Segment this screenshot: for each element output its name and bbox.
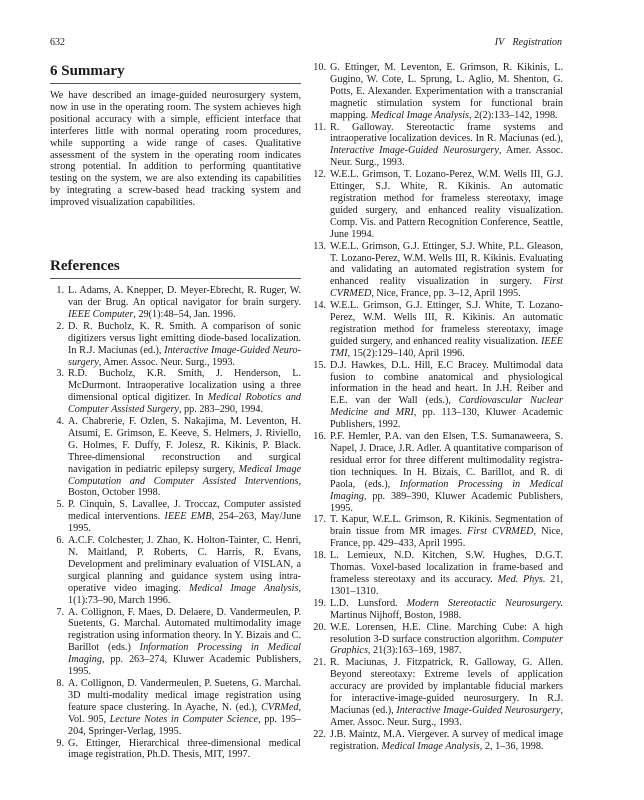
reference-source-title: Lecture Notes in Computer Science [109, 713, 259, 725]
reference-text-segment: W.E. Lorensen, H.E. Cline. Marching Cube: A high resolution 3-D surface construction algorithm. [330, 621, 563, 645]
reference-item [312, 62, 563, 122]
reference-number: 4. [56, 416, 64, 428]
reference-source-title: Modern Stereotactic Neurosurgery. [406, 597, 563, 609]
reference-item [50, 678, 301, 738]
reference-item [50, 368, 301, 416]
reference-source-title: First CVRMED [330, 276, 563, 300]
reference-text [68, 535, 301, 606]
reference-text-segment: , Vol. 905, [68, 701, 301, 725]
reference-item [50, 285, 301, 321]
reference-number: 5. [56, 499, 64, 511]
reference-source-title: Information Processing in Medical Imaging [330, 478, 564, 502]
reference-list-right [312, 62, 563, 753]
reference-item [312, 657, 563, 728]
reference-text-segment: , 2, 1–36, 1998. [479, 740, 544, 752]
reference-text [68, 678, 301, 738]
reference-text-segment: , pp. 263–274, Kluwer Academic Publishers, 1995. [68, 654, 301, 678]
reference-text-segment: L. Lemieux, N.D. Kitchen, S.W. Hughes, D.G.T. Thomas. Voxel-based localization in frame-based and frameless stereotaxy and its accuracy. [330, 550, 563, 585]
reference-text [330, 550, 563, 598]
reference-item [312, 550, 563, 598]
reference-text-segment: G. Ettinger, Hierarchical three-dimensional medical image registration, Ph.D. Thesis, MIT, 1997. [68, 737, 301, 761]
reference-text-segment: L. Adams, A. Knepper, D. Meyer-Ebrecht, R. Ruger, W. van der Brug. An optical navigator for brain surgery. [68, 285, 301, 308]
reference-text [330, 431, 563, 514]
reference-number: 7. [56, 606, 64, 618]
reference-source-title: Information Processing in Medical Imaging [68, 642, 301, 666]
reference-text-segment: P.F. Hemler, P.A. van den Elsen, T.S. Sumanaweera, S. Napel, J. Drace, J.R. Adler. A quantitative comparison of residual error for three different multimodality registration techniques. In H. Bizais, C. Barillot, and R. di Paola, (eds.), [330, 431, 563, 490]
reference-text-segment: D. R. Bucholz, K. R. Smith. A comparison of sonic digitizers versus light emitting diode-based localization. In R.J. Maciunas (ed.), [68, 320, 301, 356]
reference-item [50, 499, 301, 535]
reference-text-segment: A.C.F. Colchester, J. Zhao, K. Holton-Tainter, C. Henri, N. Maitland, P. Roberts, C. Harris, R. Evans, Development and preliminary evaluation of VISLAN, a surgical planning and guidance system using intra-operative video imaging. [68, 535, 301, 594]
reference-item [312, 598, 563, 622]
reference-number: 16. [313, 431, 326, 443]
reference-text [330, 729, 563, 753]
reference-text-segment: A. Collignon, D. Vandermeulen, P. Suetens, G. Marchal. 3D multi-modality medical image registration using feature space clustering. In Ayache, N. (ed.), [68, 677, 301, 713]
reference-number: 2. [56, 320, 64, 332]
reference-text-segment: , Nice, France, pp. 429–433, April 1995. [330, 526, 564, 550]
reference-text-segment: Martinus Nijhoff, Boston, 1988. [330, 609, 462, 621]
reference-source-title: Medical Image Analysis [370, 109, 470, 121]
reference-text [330, 598, 563, 622]
reference-item [312, 122, 563, 170]
reference-text [68, 368, 301, 416]
reference-text-segment: R. Maciunas, J. Fitzpatrick, R. Galloway, G. Allen. Beyond stereotaxy: Extreme levels of application accuracy are provided by implantable fiducial markers for interactive-image-guided neurosurgery. In R.J. Maciunas (ed.), [330, 657, 563, 716]
reference-text-segment: , pp. 195–204, Springer-Verlag, 1995. [68, 713, 302, 737]
reference-text-segment: , 29(1):48–54, Jan. 1996. [133, 308, 236, 320]
reference-text-segment: , Nice, France, pp. 3–12, April 1995. [371, 288, 521, 300]
reference-number: 18. [313, 550, 326, 562]
reference-item [50, 416, 301, 499]
reference-source-title: IEEE EMB [164, 511, 212, 523]
reference-text [330, 122, 563, 170]
reference-source-title: IEEE TMI [330, 335, 563, 359]
reference-text-segment: R.D. Bucholz, K.R. Smith, J. Henderson, L. McDurmont. Intraoperative localization using a three dimensional optical digitizer. In [68, 368, 301, 404]
reference-text [68, 738, 301, 762]
reference-text-segment: W.E.L. Grimson, G.J. Ettinger, S.J. White, T. Lozano-Perez, W.M. Wells III, R. Kikinis. An automatic registration method for frameless stereotaxy, image guided surgery, and enhanced reality visualization. [330, 300, 563, 347]
reference-text-segment: , 21(3):163–169, 1987. [367, 645, 462, 657]
reference-text [68, 321, 301, 369]
reference-item [312, 300, 563, 360]
reference-number: 11. [313, 121, 326, 133]
reference-item [312, 729, 563, 753]
reference-number: 12. [313, 169, 326, 181]
reference-number: 6. [56, 535, 64, 547]
reference-text-segment: W.E.L. Grimson, T. Lozano-Perez, W.M. Wells III, G.J. Ettinger, S.J. White, R. Kikinis. An automatic registration method for frameless stereotaxy, image guided surgery, and enhanced reality visualization. Comp. Vis. and Pattern Recognition Conference, Seattle, June 1994. [330, 169, 563, 240]
reference-number: 14. [313, 300, 326, 312]
reference-text [330, 241, 563, 301]
reference-text [330, 514, 563, 550]
reference-text [68, 416, 301, 499]
reference-list-left [50, 285, 301, 761]
reference-number: 15. [313, 359, 326, 371]
reference-source-title: Medical Image Computation and Computer Assisted Interventions [68, 463, 301, 487]
left-column [50, 62, 301, 761]
reference-text [330, 62, 563, 122]
reference-item [312, 622, 563, 658]
reference-text [330, 657, 563, 728]
reference-number: 1. [56, 285, 64, 297]
reference-text-segment: R. Galloway. Stereotactic frame systems and intraoperative localization devices. In R. Maciunas (ed.), [330, 121, 563, 145]
reference-text-segment: , pp. 283–290, 1994. [178, 404, 263, 416]
reference-text-segment: P. Cinquin, S. Lavallee, J. Troccaz, Computer assisted medical interventions. [68, 499, 301, 523]
reference-text [68, 285, 301, 321]
reference-source-title: Medical Robotics and Computer Assisted Surgery [68, 392, 302, 416]
reference-item [50, 535, 301, 606]
reference-text-segment: T. Kapur, W.E.L. Grimson, R. Kikinis. Segmentation of brain tissue from MR images. [330, 514, 563, 538]
reference-text-segment: A. Chabrerie, F. Ozlen, S. Nakajima, M. Leventon, H. Atsumi, E. Grimson, E. Keeve, S. Helmers, J. Riviello, G. Holmes, F. Duffy, F. Jolesz, R. Kikinis, P. Black. Three-dimensional reconstruction and surgical navigation in pediatric epilepsy surgery, [68, 416, 301, 475]
reference-text [330, 169, 563, 240]
reference-number: 13. [313, 240, 326, 252]
summary-paragraph: We have described an image-guided neurosurgery system, now in use in the operating room. The system achieves high positional accuracy with a simple, efficient interface that interferes little with normal operating room procedures, while supporting a wide range of cases. Qualitative assessment of the system in the operating room indicates strong potential. In addition to performing quantitative testing on the system, we are also extending its capabilities by integrating a screw-based head tracking system and improved visualization capabilities. [50, 90, 301, 209]
summary-heading: 6 Summary [50, 62, 301, 84]
reference-text [68, 607, 301, 678]
reference-text-segment: , pp. 389–390, Kluwer Academic Publishers, 1995. [330, 490, 563, 514]
reference-text-segment: , pp. 113–130, Kluwer Academic Publishers, 1992. [330, 407, 563, 431]
reference-source-title: Med. Phys. [497, 573, 546, 585]
reference-item [312, 360, 563, 431]
reference-text-segment: J.B. Maintz, M.A. Viergever. A survey of medical image registration. [330, 728, 563, 752]
reference-source-title: First CVRMED [467, 526, 534, 538]
reference-text-segment: , 254–263, May/June 1995. [68, 511, 301, 535]
reference-number: 19. [313, 597, 326, 609]
references-heading: References [50, 257, 301, 279]
reference-number: 20. [313, 621, 326, 633]
reference-text-segment: 21, 1301–1310. [330, 573, 564, 597]
reference-item [312, 431, 563, 514]
reference-item [312, 169, 563, 240]
reference-number: 22. [313, 728, 326, 740]
running-head: IV Registration [494, 37, 562, 48]
reference-number: 3. [56, 368, 64, 380]
reference-source-title: Cardiovascular Nuclear Medicine and MRI [330, 395, 563, 419]
reference-text-segment: , 15(2):129–140, April 1996. [347, 347, 465, 359]
reference-text-segment: , Amer. Assoc. Neur. Surg., 1993. [330, 145, 563, 169]
reference-text [330, 622, 563, 658]
reference-source-title: Interactive Image-Guided Neurosurgery [68, 344, 301, 368]
reference-item [50, 607, 301, 678]
reference-text-segment: , 2(2):133–142, 1998. [469, 109, 558, 121]
reference-item [50, 738, 301, 762]
reference-text-segment: , Boston, October 1998. [68, 475, 301, 499]
reference-number: 10. [313, 62, 326, 73]
reference-source-title: Computer Graphics [330, 633, 563, 657]
reference-text [330, 300, 563, 360]
reference-item [50, 321, 301, 369]
reference-text-segment: , Amer. Assoc. Neur. Surg., 1993. [98, 356, 235, 368]
reference-source-title: IEEE Computer [68, 308, 134, 320]
reference-source-title: Medical Image Analysis [188, 582, 299, 594]
reference-text-segment: W.E.L. Grimson, G.J. Ettinger, S.J. White, P.L. Gleason, T. Lozano-Perez, W.M. Wells III, R. Kikinis. Evaluating and validating an automated registration system for enhanced reality visualization in surgery. [330, 240, 563, 288]
reference-number: 8. [56, 677, 64, 689]
reference-number: 21. [313, 657, 326, 669]
reference-text-segment: G. Ettinger, M. Leventon, E. Grimson, R. Kikinis, L. Gugino, W. Cote, L. Sprung, L. Aglio, M. Shenton, G. Potts, E. Alexander. Experimentation with a transcranial magnetic stimulation system for functional brain mapping. [330, 62, 563, 121]
reference-text-segment: , Amer. Assoc. Neur. Surg., 1993. [330, 704, 563, 728]
reference-text-segment: L.D. Lunsford. [330, 597, 407, 609]
reference-text [68, 499, 301, 535]
reference-source-title: Medical Image Analysis [381, 740, 480, 752]
reference-source-title: Interactive Image-Guided Neurosurgery [330, 145, 499, 157]
reference-number: 17. [313, 514, 326, 526]
page-number: 632 [50, 37, 65, 48]
reference-number: 9. [56, 737, 64, 749]
reference-item [312, 241, 563, 301]
reference-text-segment: D.J. Hawkes, D.L. Hill, E.C Bracey. Multimodal data fusion to combine anatomical and physiological information in the head and heart. In J.H. Reiber and E.E. van der Wall (eds.), [330, 359, 563, 407]
reference-source-title: CVRMed [261, 701, 299, 713]
right-column [312, 62, 563, 753]
reference-text-segment: A. Collignon, F. Maes, D. Delaere, D. Vandermeulen, P. Suetents, G. Marchal. Automated multimodality image registration using information theory. In Y. Bizais and C. Barillot (eds.) [68, 606, 301, 654]
reference-item [312, 514, 563, 550]
reference-source-title: Interactive Image-Guided Neurosurgery [396, 704, 561, 716]
reference-text [330, 360, 563, 431]
reference-text-segment: , 1(1):73–90, March 1996. [68, 582, 301, 606]
